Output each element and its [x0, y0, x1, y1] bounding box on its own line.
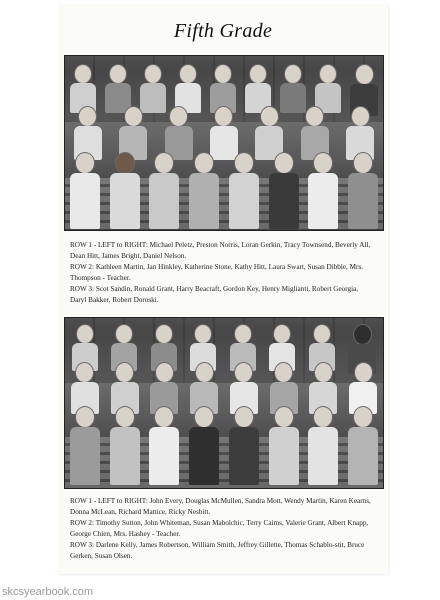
caption-row-3: ROW 3: Scot Sandin, Ronald Grant, Harry Beacraft, Gordon Key, Henry Miglianti, Robert Georgia, Daryl Bakker, Robert Doroski.: [70, 285, 359, 304]
student-figure: [308, 152, 338, 229]
student-figure: [110, 152, 140, 229]
student-figure: [149, 152, 179, 229]
caption-row-2: ROW 2: Kathleen Martin, Jan Hinkley, Katherine Stone, Kathy Hitt, Laura Swart, Susan Dibble, Mrs. Thompson - Teacher.: [70, 263, 364, 282]
student-figure: [110, 406, 140, 485]
caption-row-1: ROW 1 - LEFT to RIGHT: John Every, Douglas McMullen, Sandra Mott, Wendy Martin, Karen Kearns, Donna McLean, Richard Mattice, Ricky Nesbitt.: [70, 497, 371, 516]
student-figure: [149, 406, 179, 485]
photo-row-front: [65, 152, 383, 229]
student-figure: [269, 406, 299, 485]
student-figure: [348, 152, 378, 229]
caption-row-3: ROW 3: Darlene Kelly, James Robertson, William Smith, Jeffrey Gillette, Thomas Schablo-stit, Bruce Gerken, Susan Olsen.: [70, 541, 365, 560]
photo-2-caption: [70, 496, 376, 562]
photo-1-caption: [70, 240, 376, 306]
caption-row-2: ROW 2: Timothy Sutton, John Whiteman, Susan Mabolchic, Terry Caims, Valerie Grant, Albert Knapp, George Chien, Mrs. Hashey - Teacher.: [70, 519, 369, 538]
page-title: Fifth Grade: [173, 20, 273, 42]
student-figure: [308, 406, 338, 485]
site-watermark: skcsyearbook.com: [2, 586, 94, 598]
student-figure: [70, 406, 100, 485]
photo-row-front: [65, 406, 383, 485]
student-figure: [229, 152, 259, 229]
student-figure: [189, 406, 219, 485]
student-figure: [348, 406, 378, 485]
student-figure: [70, 152, 100, 229]
class-photo-1: [64, 55, 384, 231]
yearbook-page: [58, 4, 388, 574]
student-figure: [269, 152, 299, 229]
class-photo-2: [64, 317, 384, 489]
student-figure: [229, 406, 259, 485]
student-figure: [189, 152, 219, 229]
caption-row-1: ROW 1 - LEFT to RIGHT: Michael Peletz, Preston Norris, Loran Gerkin, Tracy Townsend, Beverly All, Dean Hitt, James Bright, Daniel Nelson.: [70, 241, 371, 260]
